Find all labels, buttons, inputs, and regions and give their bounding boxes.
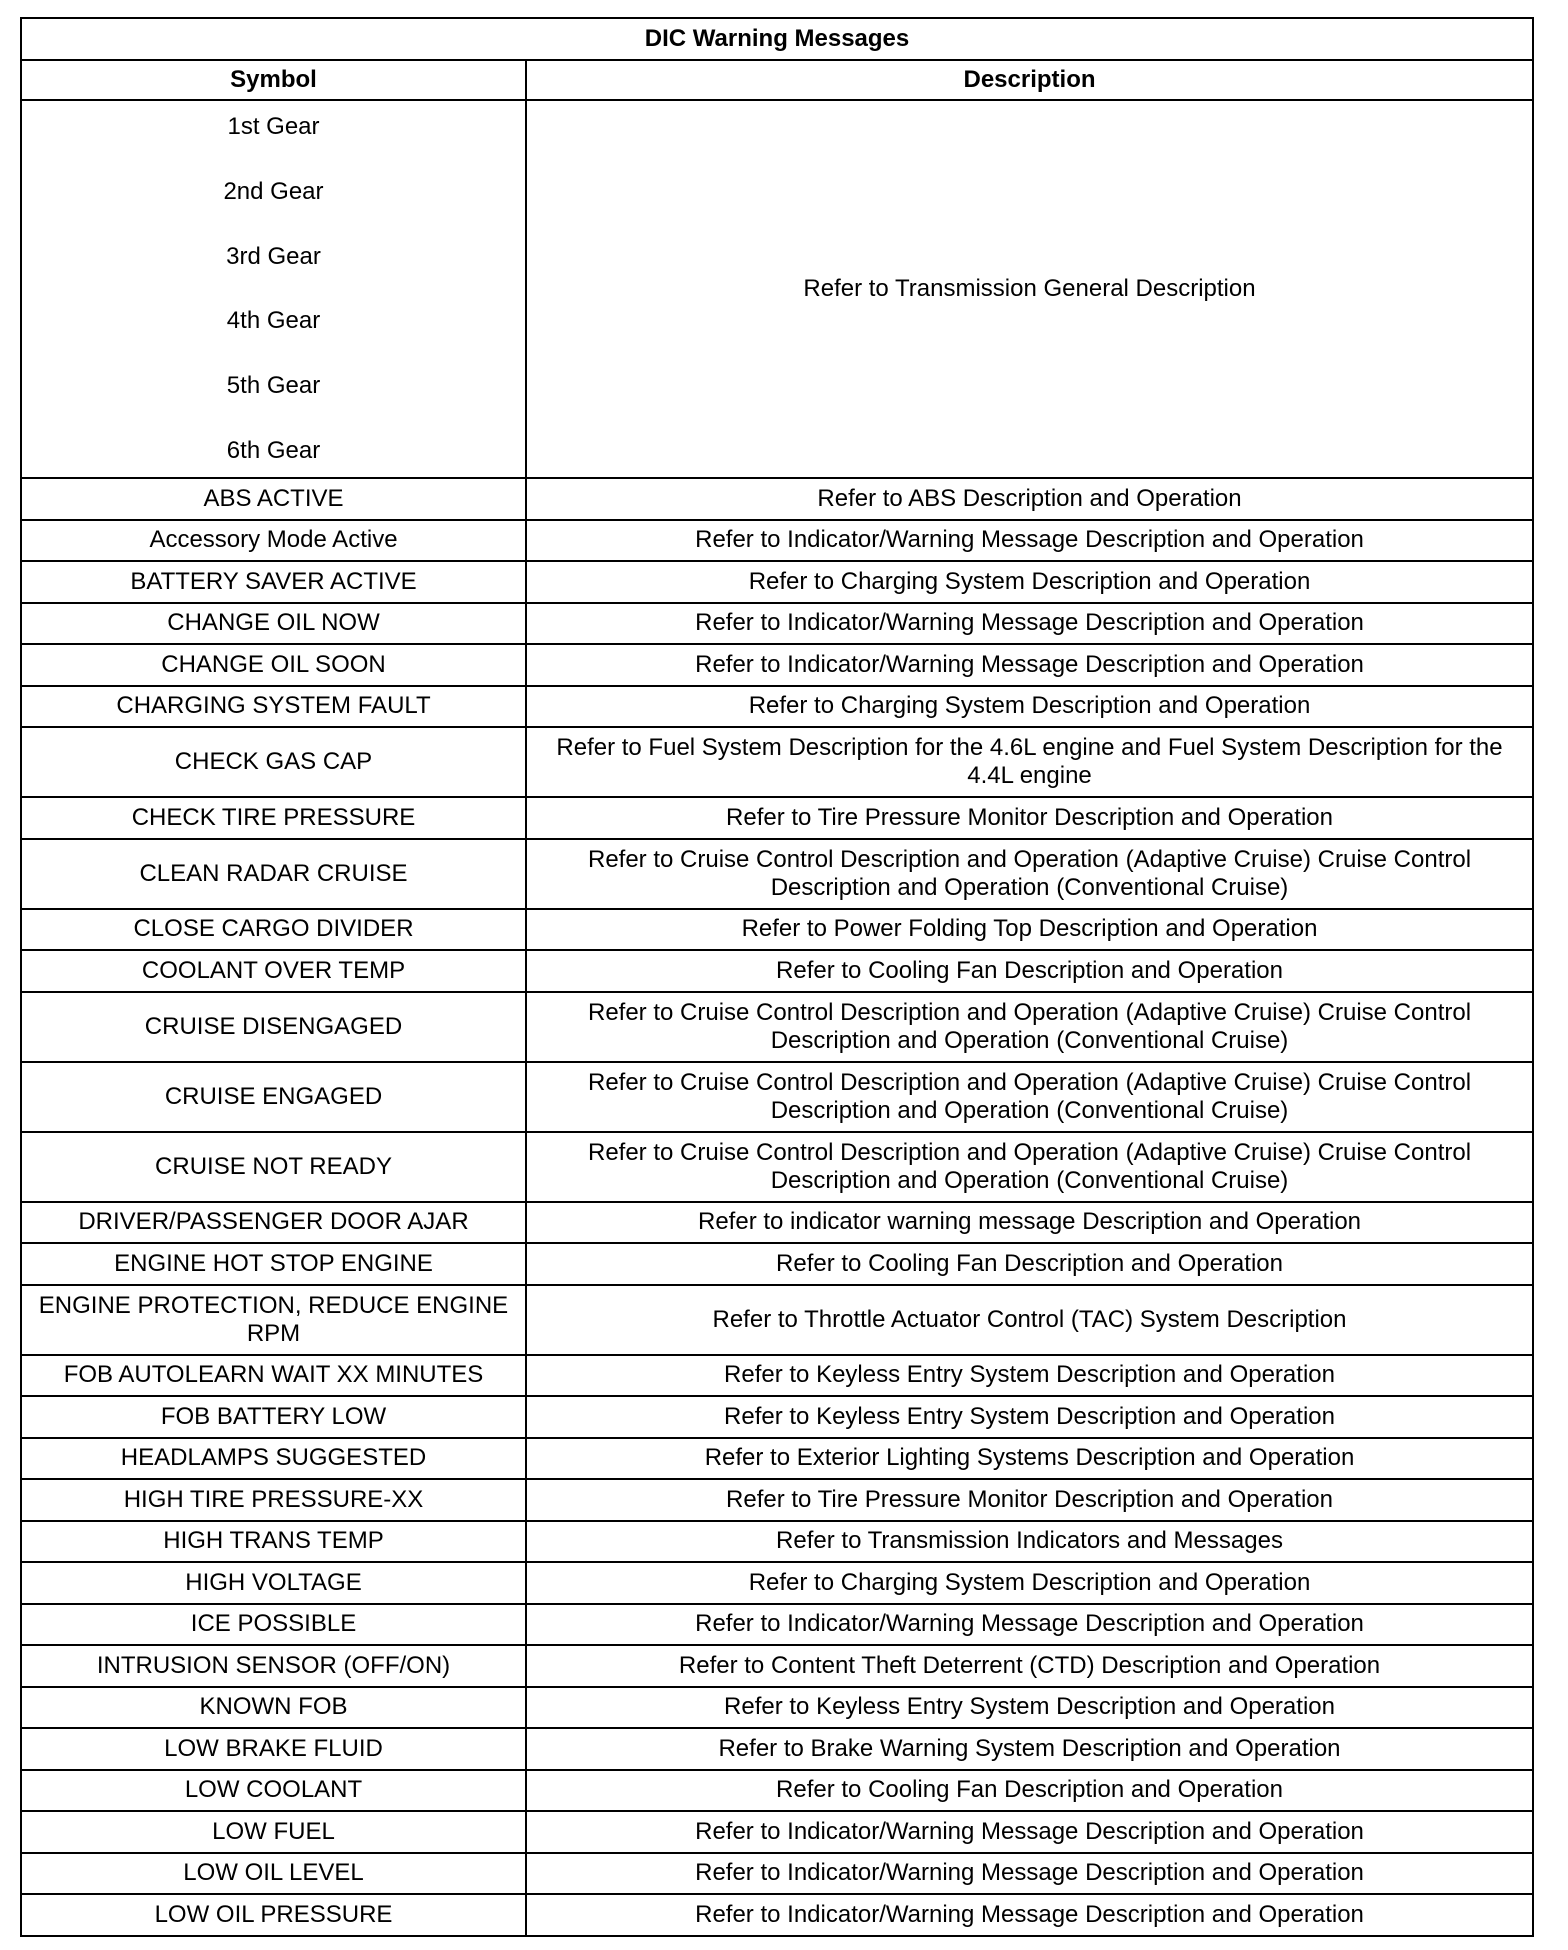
table-row: [21, 1132, 1533, 1202]
description-cell: Refer to Indicator/Warning Message Description and Operation: [526, 520, 1533, 562]
symbol-cell: HEADLAMPS SUGGESTED: [21, 1438, 526, 1480]
symbol-cell: ENGINE PROTECTION, REDUCE ENGINE RPM: [21, 1285, 526, 1355]
gear-symbol: 6th Gear: [226, 436, 321, 464]
description-cell: Refer to Cooling Fan Description and Operation: [526, 950, 1533, 992]
table-row: [21, 1285, 1533, 1355]
symbol-cell: CHANGE OIL SOON: [21, 644, 526, 686]
table-row: [21, 1604, 1533, 1646]
table-row: [21, 727, 1533, 797]
description-cell: Refer to Charging System Description and Operation: [526, 1562, 1533, 1604]
symbol-cell: INTRUSION SENSOR (OFF/ON): [21, 1645, 526, 1687]
description-cell: Refer to Indicator/Warning Message Description and Operation: [526, 603, 1533, 645]
description-cell: Refer to indicator warning message Description and Operation: [526, 1202, 1533, 1244]
description-cell: Refer to Brake Warning System Description and Operation: [526, 1728, 1533, 1770]
gear-symbol: 1st Gear: [227, 113, 320, 140]
symbol-cell: CHECK TIRE PRESSURE: [21, 797, 526, 839]
table-row: [21, 1853, 1533, 1895]
description-cell: Refer to Throttle Actuator Control (TAC) System Description: [526, 1285, 1533, 1355]
gear-symbol: 3rd Gear: [226, 242, 321, 270]
symbol-cell: KNOWN FOB: [21, 1687, 526, 1729]
table-row: [21, 686, 1533, 728]
description-cell: Refer to Indicator/Warning Message Description and Operation: [526, 1853, 1533, 1895]
description-cell: Refer to Fuel System Description for the 4.6L engine and Fuel System Description for the 4.4L engine: [526, 727, 1533, 797]
table-row: [21, 1355, 1533, 1397]
symbol-cell: CLOSE CARGO DIVIDER: [21, 909, 526, 951]
symbol-cell: CHANGE OIL NOW: [21, 603, 526, 645]
description-cell: Refer to Keyless Entry System Description and Operation: [526, 1355, 1533, 1397]
table-row: [21, 992, 1533, 1062]
table-row: [21, 1687, 1533, 1729]
table-row: [21, 1202, 1533, 1244]
table-row: [21, 909, 1533, 951]
table-row: [21, 1396, 1533, 1438]
description-cell: Refer to Cooling Fan Description and Operation: [526, 1770, 1533, 1812]
description-cell: Refer to Keyless Entry System Description and Operation: [526, 1396, 1533, 1438]
description-cell: Refer to Cruise Control Description and Operation (Adaptive Cruise) Cruise Control Description and Operation (Conventional Cruise): [526, 839, 1533, 909]
symbol-cell: HIGH TIRE PRESSURE-XX: [21, 1479, 526, 1521]
symbol-cell: FOB BATTERY LOW: [21, 1396, 526, 1438]
symbol-cell: CRUISE NOT READY: [21, 1132, 526, 1202]
table-row: [21, 1645, 1533, 1687]
gear-symbol: 5th Gear: [226, 372, 321, 400]
symbol-cell: LOW OIL PRESSURE: [21, 1894, 526, 1936]
table-row: [21, 1562, 1533, 1604]
table-row: [21, 950, 1533, 992]
description-cell: Refer to Charging System Description and Operation: [526, 561, 1533, 603]
table-row: [21, 1243, 1533, 1285]
symbol-cell: LOW BRAKE FLUID: [21, 1728, 526, 1770]
description-cell: Refer to Keyless Entry System Description and Operation: [526, 1687, 1533, 1729]
description-cell: Refer to ABS Description and Operation: [526, 478, 1533, 520]
symbol-cell: ABS ACTIVE: [21, 478, 526, 520]
symbol-cell: HIGH VOLTAGE: [21, 1562, 526, 1604]
symbol-cell: LOW COOLANT: [21, 1770, 526, 1812]
symbol-cell: FOB AUTOLEARN WAIT XX MINUTES: [21, 1355, 526, 1397]
symbol-cell: CRUISE ENGAGED: [21, 1062, 526, 1132]
table-title: DIC Warning Messages: [21, 18, 1533, 60]
symbol-cell: CHECK GAS CAP: [21, 727, 526, 797]
table-row: [21, 1811, 1533, 1853]
description-cell: Refer to Cruise Control Description and Operation (Adaptive Cruise) Cruise Control Description and Operation (Conventional Cruise): [526, 1132, 1533, 1202]
description-cell: Refer to Charging System Description and Operation: [526, 686, 1533, 728]
description-cell: Refer to Indicator/Warning Message Description and Operation: [526, 1811, 1533, 1853]
table-row: [21, 561, 1533, 603]
description-cell: Refer to Cruise Control Description and Operation (Adaptive Cruise) Cruise Control Description and Operation (Conventional Cruise): [526, 1062, 1533, 1132]
description-cell: Refer to Transmission Indicators and Messages: [526, 1521, 1533, 1563]
table-row: [21, 1894, 1533, 1936]
symbol-cell: LOW OIL LEVEL: [21, 1853, 526, 1895]
description-cell: Refer to Tire Pressure Monitor Description and Operation: [526, 1479, 1533, 1521]
table-row: [21, 839, 1533, 909]
table-row: [21, 1438, 1533, 1480]
table-row: [21, 1479, 1533, 1521]
symbol-cell: BATTERY SAVER ACTIVE: [21, 561, 526, 603]
symbol-cell: HIGH TRANS TEMP: [21, 1521, 526, 1563]
symbol-cell: LOW FUEL: [21, 1811, 526, 1853]
table-row: [21, 1062, 1533, 1132]
gear-row: [21, 100, 1533, 478]
gear-symbols-cell: [21, 100, 526, 478]
gear-description-cell: Refer to Transmission General Description: [526, 100, 1533, 478]
symbol-cell: Accessory Mode Active: [21, 520, 526, 562]
description-cell: Refer to Indicator/Warning Message Description and Operation: [526, 644, 1533, 686]
description-cell: Refer to Tire Pressure Monitor Description and Operation: [526, 797, 1533, 839]
table-row: [21, 1770, 1533, 1812]
description-cell: Refer to Indicator/Warning Message Description and Operation: [526, 1604, 1533, 1646]
symbol-cell: COOLANT OVER TEMP: [21, 950, 526, 992]
table-row: [21, 603, 1533, 645]
symbol-cell: DRIVER/PASSENGER DOOR AJAR: [21, 1202, 526, 1244]
description-column-header: Description: [526, 60, 1533, 100]
gear-symbol: 2nd Gear: [223, 177, 324, 205]
dic-warning-messages-table: [20, 17, 1534, 1937]
description-cell: Refer to Exterior Lighting Systems Description and Operation: [526, 1438, 1533, 1480]
table-row: [21, 1728, 1533, 1770]
table-row: [21, 644, 1533, 686]
symbol-cell: ICE POSSIBLE: [21, 1604, 526, 1646]
table-row: [21, 1521, 1533, 1563]
table-row: [21, 478, 1533, 520]
description-cell: Refer to Power Folding Top Description and Operation: [526, 909, 1533, 951]
gear-symbol: 4th Gear: [226, 307, 321, 335]
description-cell: Refer to Content Theft Deterrent (CTD) Description and Operation: [526, 1645, 1533, 1687]
table-row: [21, 520, 1533, 562]
symbol-cell: CLEAN RADAR CRUISE: [21, 839, 526, 909]
symbol-cell: CHARGING SYSTEM FAULT: [21, 686, 526, 728]
symbol-cell: CRUISE DISENGAGED: [21, 992, 526, 1062]
table-row: [21, 797, 1533, 839]
description-cell: Refer to Cruise Control Description and Operation (Adaptive Cruise) Cruise Control Description and Operation (Conventional Cruise): [526, 992, 1533, 1062]
table-body: [21, 100, 1533, 1936]
symbol-column-header: Symbol: [21, 60, 526, 100]
description-cell: Refer to Indicator/Warning Message Description and Operation: [526, 1894, 1533, 1936]
gear-list: [28, 109, 519, 469]
symbol-cell: ENGINE HOT STOP ENGINE: [21, 1243, 526, 1285]
description-cell: Refer to Cooling Fan Description and Operation: [526, 1243, 1533, 1285]
